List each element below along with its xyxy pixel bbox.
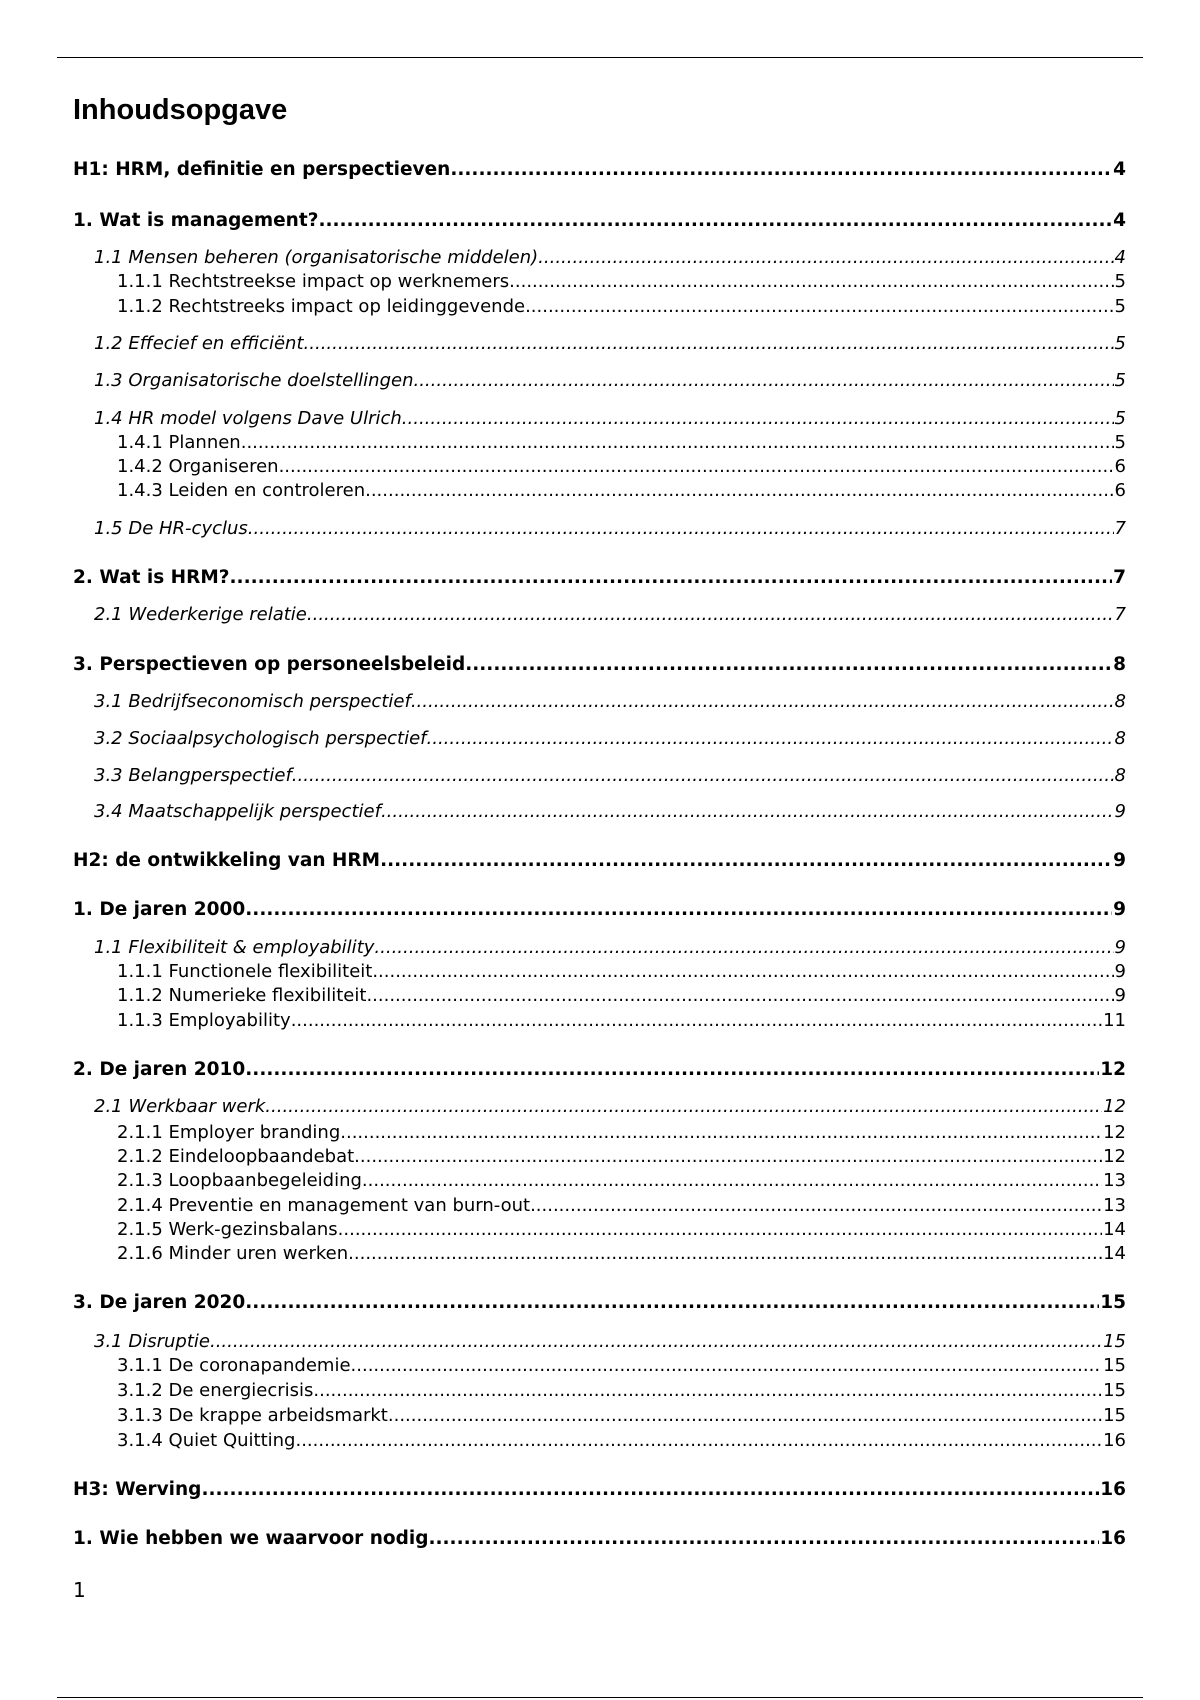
toc-entry-page: 12 (1103, 1122, 1126, 1143)
toc-entry-label: 2. Wat is HRM? (73, 567, 230, 588)
toc-entry-label: 1.1 Flexibiliteit & employability (94, 937, 375, 958)
toc-entry-label: 1.4.1 Plannen (117, 432, 241, 453)
toc-entry[interactable] (117, 1010, 1126, 1032)
toc-entry[interactable] (94, 801, 1126, 823)
toc-entry-label: 3. Perspectieven op personeelsbeleid (73, 654, 466, 675)
toc-entry-page: 16 (1100, 1479, 1126, 1500)
toc-entry-page: 16 (1100, 1528, 1126, 1549)
toc-entry-label: 1.1 Mensen beheren (organisatorische middelen) (94, 247, 539, 268)
toc-entry-label: 2.1.2 Eindeloopbaandebat (117, 1146, 355, 1167)
toc-entry-label: 1.1.1 Rechtstreekse impact op werknemers (117, 271, 510, 292)
toc-entry-page: 15 (1103, 1405, 1126, 1426)
toc-entry[interactable] (117, 1243, 1126, 1265)
toc-entry[interactable] (94, 518, 1126, 540)
toc-entry-page: 8 (1114, 691, 1126, 712)
toc-entry-label: 2.1 Werkbaar werk (94, 1096, 266, 1117)
toc-entry[interactable] (94, 408, 1126, 430)
toc-entry-page: 16 (1103, 1430, 1126, 1451)
toc-entry-label: 1.4 HR model volgens Dave Ulrich (94, 408, 402, 429)
toc-entry-page: 5 (1114, 333, 1126, 354)
toc-entry-label: 1.1.2 Numerieke flexibiliteit (117, 985, 367, 1006)
toc-entry[interactable] (94, 728, 1126, 750)
toc-entry-page: 13 (1103, 1170, 1126, 1191)
toc-entry-page: 5 (1114, 296, 1126, 317)
bottom-rule (57, 1697, 1143, 1698)
toc-entry[interactable] (73, 850, 1126, 872)
toc-entry[interactable] (117, 1195, 1126, 1217)
toc-entry-page: 13 (1103, 1195, 1126, 1216)
toc-entry-page: 4 (1113, 159, 1126, 180)
toc-entry-page: 5 (1114, 432, 1126, 453)
toc-entry[interactable] (94, 1096, 1126, 1118)
toc-entry-label: 3.1.4 Quiet Quitting (117, 1430, 296, 1451)
toc-entry[interactable] (117, 1405, 1126, 1427)
toc-entry-page: 12 (1100, 1059, 1126, 1080)
toc-entry[interactable] (117, 271, 1126, 293)
toc-entry[interactable] (73, 1292, 1126, 1314)
toc-entry-page: 7 (1114, 604, 1126, 625)
top-rule (57, 57, 1143, 58)
toc-entry[interactable] (94, 691, 1126, 713)
toc-entry[interactable] (73, 567, 1126, 589)
toc-entry[interactable] (117, 961, 1126, 983)
toc-entry-label: 2.1.4 Preventie en management van burn-out (117, 1195, 531, 1216)
toc-entry-label: 1.4.3 Leiden en controleren (117, 480, 366, 501)
toc-entry-page: 12 (1103, 1096, 1126, 1117)
toc-entry-page: 9 (1113, 850, 1126, 871)
toc-entry[interactable] (117, 432, 1126, 454)
toc-entry-label: 1.4.2 Organiseren (117, 456, 279, 477)
toc-entry-label: 3.1 Disruptie (94, 1331, 210, 1352)
toc-entry-page: 7 (1113, 567, 1126, 588)
toc-entry-label: 2.1 Wederkerige relatie (94, 604, 307, 625)
toc-entry-page: 4 (1114, 247, 1126, 268)
toc-entry-page: 11 (1103, 1010, 1126, 1031)
toc-entry-page: 14 (1103, 1219, 1126, 1240)
toc-heading: Inhoudsopgave (73, 94, 288, 126)
toc-entry-page: 5 (1114, 271, 1126, 292)
toc-entry[interactable] (117, 480, 1126, 502)
toc-entry-page: 8 (1114, 765, 1126, 786)
toc-entry-page: 5 (1114, 408, 1126, 429)
toc-entry-label: H3: Werving (73, 1479, 202, 1500)
toc-entry-label: 3.1.1 De coronapandemie (117, 1355, 351, 1376)
toc-entry-page: 8 (1114, 728, 1126, 749)
toc-entry-label: 3.1.2 De energiecrisis (117, 1380, 314, 1401)
toc-entry-label: 2. De jaren 2010 (73, 1059, 246, 1080)
toc-entry-label: 2.1.5 Werk-gezinsbalans (117, 1219, 338, 1240)
toc-entry-page: 8 (1113, 654, 1126, 675)
toc-entry-label: 1.1.3 Employability (117, 1010, 291, 1031)
toc-entry-page: 4 (1113, 210, 1126, 231)
toc-entry[interactable] (94, 333, 1126, 355)
toc-entry-page: 15 (1103, 1380, 1126, 1401)
toc-entry[interactable] (94, 247, 1126, 269)
toc-entry-page: 12 (1103, 1146, 1126, 1167)
toc-entry[interactable] (94, 937, 1126, 959)
toc-entry-label: 3. De jaren 2020 (73, 1292, 246, 1313)
toc-entry[interactable] (73, 899, 1126, 921)
toc-entry[interactable] (117, 1170, 1126, 1192)
toc-entry-page: 9 (1114, 937, 1126, 958)
toc-entry[interactable] (73, 210, 1126, 232)
toc-entry[interactable] (73, 159, 1126, 181)
toc-entry-label: 3.4 Maatschappelijk perspectief (94, 801, 381, 822)
toc-entry-label: 2.1.6 Minder uren werken (117, 1243, 349, 1264)
toc-entry[interactable] (117, 985, 1126, 1007)
toc-entry-label: H1: HRM, definitie en perspectieven (73, 159, 451, 180)
toc-entry[interactable] (73, 1528, 1126, 1550)
toc-entry-page: 15 (1100, 1292, 1126, 1313)
toc-entry[interactable] (117, 1430, 1126, 1452)
toc-entry[interactable] (73, 654, 1126, 676)
toc-entry-label: 1. Wie hebben we waarvoor nodig (73, 1528, 429, 1549)
toc-entry[interactable] (117, 456, 1126, 478)
toc-entry[interactable] (117, 1380, 1126, 1402)
toc-entry-page: 6 (1114, 480, 1126, 501)
toc-entry-label: 1.1.2 Rechtstreeks impact op leidinggevende (117, 296, 526, 317)
toc-entry-label: H2: de ontwikkeling van HRM (73, 850, 381, 871)
toc-entry-page: 9 (1113, 899, 1126, 920)
toc-entry[interactable] (117, 296, 1126, 318)
toc-entry-label: 3.3 Belangperspectief (94, 765, 292, 786)
toc-entry[interactable] (117, 1122, 1126, 1144)
toc-entry[interactable] (94, 370, 1126, 392)
toc-entry[interactable] (73, 1059, 1126, 1081)
toc-entry-page: 15 (1103, 1355, 1126, 1376)
toc-entry-label: 2.1.1 Employer branding (117, 1122, 341, 1143)
toc-entry-label: 1.3 Organisatorische doelstellingen (94, 370, 414, 391)
toc-entry[interactable] (117, 1146, 1126, 1168)
toc-entry-label: 2.1.3 Loopbaanbegeleiding (117, 1170, 362, 1191)
toc-entry-page: 9 (1114, 985, 1126, 1006)
toc-entry[interactable] (94, 765, 1126, 787)
toc-entry-page: 9 (1114, 961, 1126, 982)
toc-entry-label: 3.1 Bedrijfseconomisch perspectief (94, 691, 411, 712)
toc-entry-page: 6 (1114, 456, 1126, 477)
toc-entry-label: 3.2 Sociaalpsychologisch perspectief (94, 728, 427, 749)
toc-entry-page: 7 (1114, 518, 1126, 539)
toc-entry[interactable] (117, 1355, 1126, 1377)
toc-entry[interactable] (117, 1219, 1126, 1241)
toc-entry-label: 3.1.3 De krappe arbeidsmarkt (117, 1405, 388, 1426)
toc-entry[interactable] (73, 1479, 1126, 1501)
toc-entry-label: 1.5 De HR-cyclus (94, 518, 248, 539)
toc-entry-label: 1. Wat is management? (73, 210, 319, 231)
toc-entry-page: 14 (1103, 1243, 1126, 1264)
toc-entry[interactable] (94, 1331, 1126, 1353)
toc-entry-page: 9 (1114, 801, 1126, 822)
toc-entry[interactable] (94, 604, 1126, 626)
toc-entry-page: 5 (1114, 370, 1126, 391)
page-number: 1 (73, 1578, 86, 1602)
toc-entry-label: 1.2 Effecief en efficiënt (94, 333, 304, 354)
toc-entry-label: 1. De jaren 2000 (73, 899, 246, 920)
toc-entry-page: 15 (1103, 1331, 1126, 1352)
toc-entry-label: 1.1.1 Functionele flexibiliteit (117, 961, 373, 982)
